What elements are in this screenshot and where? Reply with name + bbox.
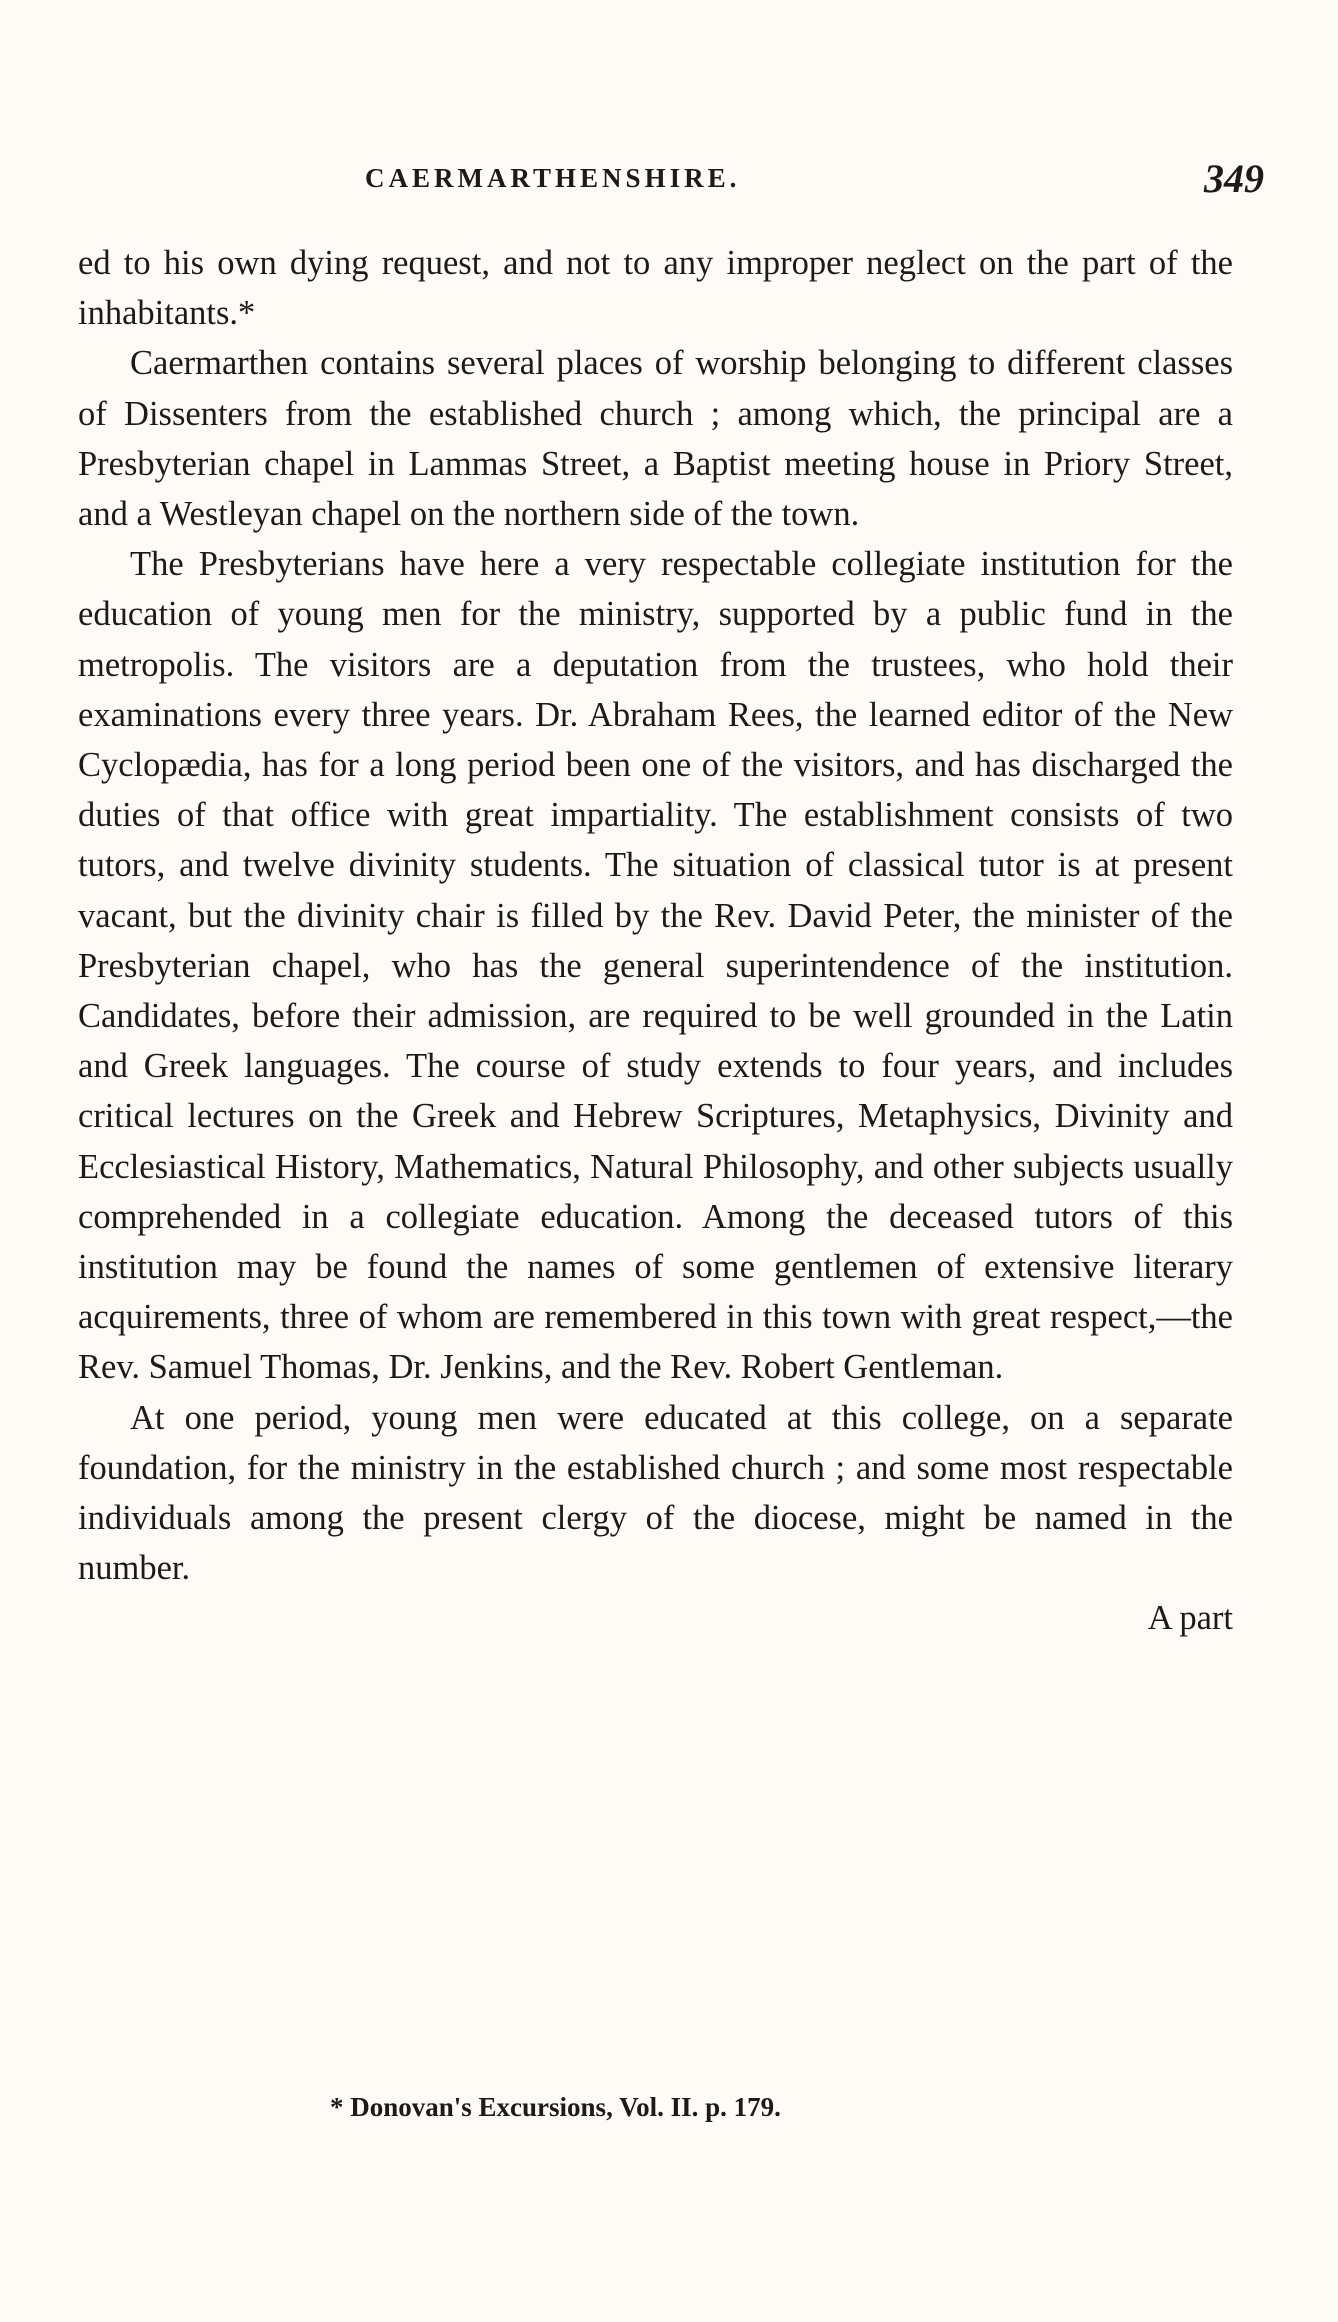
paragraph-presbyterian-college: The Presbyterians have here a very respectable collegiate institution for the education of young men for the ministry, supported by a public fund in the metropolis. The visitors are a deputation from the trustees, who hold their examinations every three years. Dr. Abraham Rees, the learned editor of the New Cyclopædia, has for a long period been one of the visitors, and has discharged the duties of that office with great impartiality. The establishment consists of two tutors, and twelve divinity students. The situation of classical tutor is at present vacant, but the divinity chair is filled by the Rev. David Peter, the minister of the Presbyterian chapel, who has the general superintendence of the institution. Candidates, before their admission, are required to be well grounded in the Latin and Greek languages. The course of study extends to four years, and includes critical lectures on the Greek and Hebrew Scriptures, Metaphysics, Divinity and Ecclesiastical History, Mathematics, Natural Philosophy, and other subjects usually comprehended in a collegiate education. Among the deceased tutors of this institution may be found the names of some gentlemen of extensive literary acquirements, three of whom are remembered in this town with great respect,—the Rev. Samuel Thomas, Dr. Jenkins, and the Rev. Robert Gentleman. [78, 545, 1233, 1387]
paragraph-continuation: ed to his own dying request, and not to any improper neglect on the part of the inhabitants.* [78, 244, 1233, 333]
body-text [78, 238, 1233, 1644]
page-number: 349 [1204, 156, 1264, 201]
paragraph-separate-foundation: At one period, young men were educated at this college, on a separate foundation, for the ministry in the established church ; and some most respectable individuals among the present clergy of the diocese, might be named in the number. [78, 1398, 1233, 1588]
paragraph-places-of-worship: Caermarthen contains several places of worship belonging to different classes of Dissenters from the established church ; among which, the principal are a Presbyterian chapel in Lammas Street, a Baptist meeting house in Priory Street, and a Westleyan chapel on the northern side of the town. [78, 344, 1233, 534]
running-title: CAERMARTHENSHIRE. [365, 163, 741, 193]
running-head [70, 155, 1268, 205]
footnote: * Donovan's Excursions, Vol. II. p. 179. [330, 2092, 781, 2122]
catchword: A part [1147, 1599, 1233, 1638]
